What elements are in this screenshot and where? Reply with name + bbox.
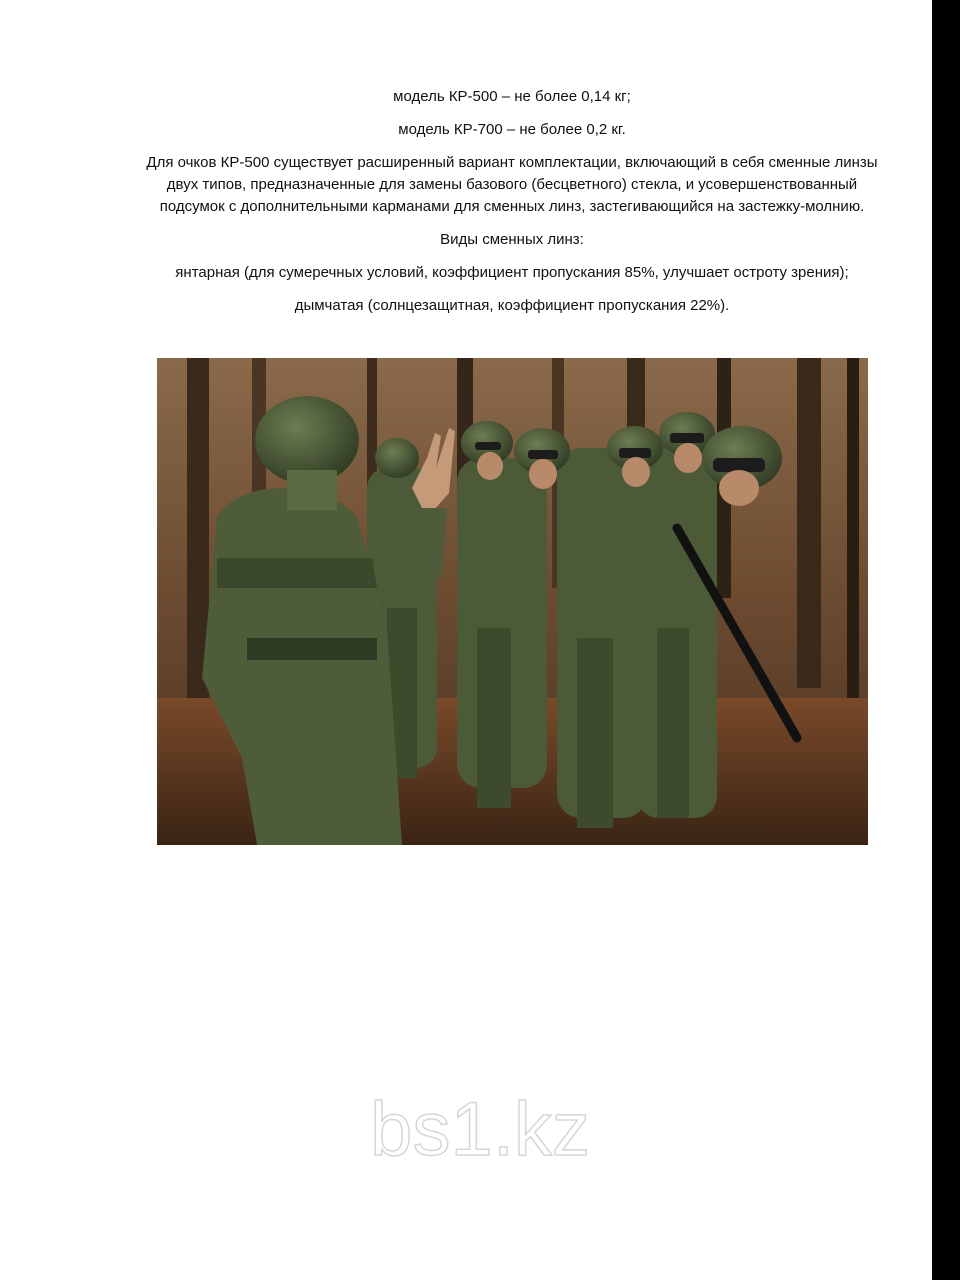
right-edge-border — [932, 0, 960, 1280]
paragraph-kr700-weight: модель КР-700 – не более 0,2 кг. — [398, 121, 626, 138]
paragraph-kr500-weight: модель КР-500 – не более 0,14 кг; — [393, 88, 631, 105]
paragraph-smoky-lens: дымчатая (солнцезащитная, коэффициент пропускания 22%). — [294, 297, 730, 314]
document-text — [130, 86, 894, 328]
paragraph-amber-lens: янтарная (для сумеречных условий, коэффициент пропускания 85%, улучшает остроту зрения); — [175, 264, 849, 281]
site-watermark — [360, 1085, 600, 1175]
paragraph-extended-kit: Для очков КР-500 существует расширенный вариант комплектации, включающий в себя сменные линзы двух типов, предназначенные для замены базового (бесцветного) стекла, и усовершенствованный подсумок с дополнительными карманами для сменных линз, застегивающийся на застежку-молнию. — [146, 154, 878, 215]
soldiers-photo — [157, 358, 868, 845]
watermark-text: bs1.kz — [370, 1087, 590, 1172]
paragraph-lens-types-heading: Виды сменных линз: — [440, 231, 584, 248]
